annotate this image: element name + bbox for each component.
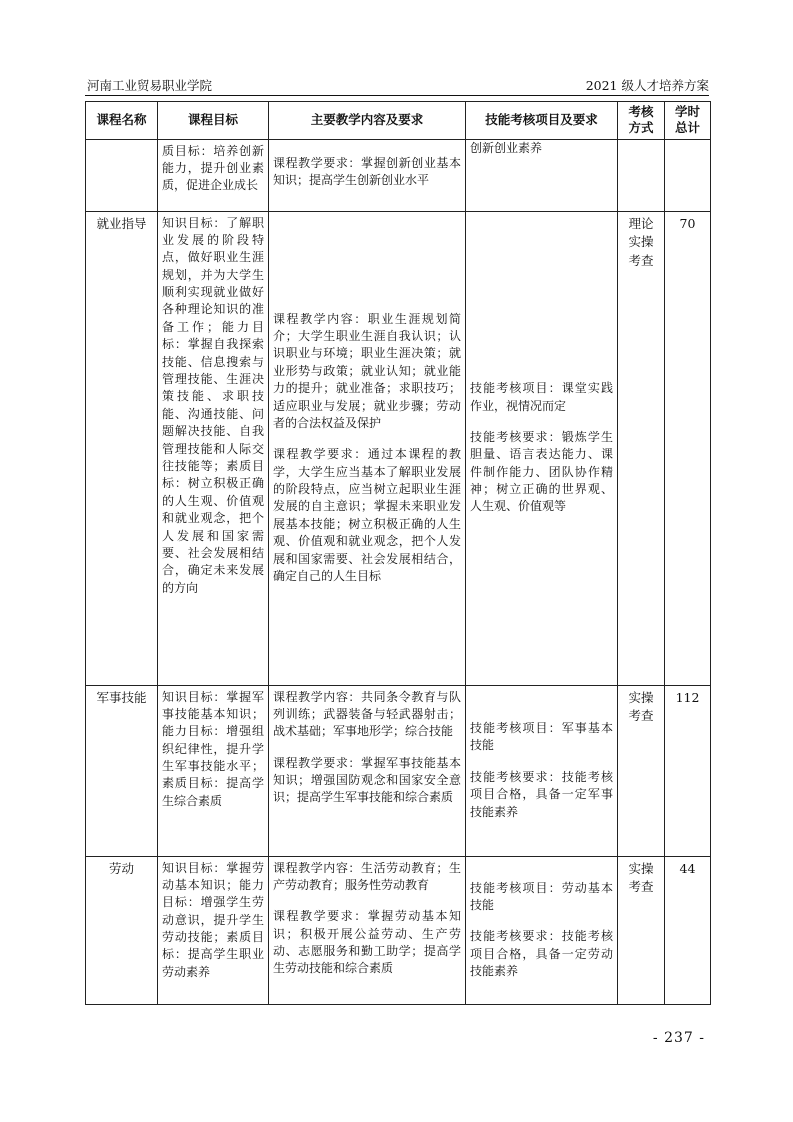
assessment-method-cell xyxy=(618,211,665,685)
total-hours-cell: 44 xyxy=(665,856,711,1004)
assessment-method-header-line2: 方式 xyxy=(628,120,654,136)
assessment-method-cell xyxy=(618,856,665,1004)
skill-item: 技能考核项目：劳动基本技能 xyxy=(470,880,613,912)
skill-requirement: 技能考核要求：锻炼学生胆量、语言表达能力、课件制作能力、团队协作精神；树立正确的世界观、人生观、价值观等 xyxy=(470,429,613,514)
teaching-requirement: 课程教学要求：通过本课程的教学，大学生应当基本了解职业发展的阶段特点，应当树立起职业生涯发展的自主意识；掌握未来职业发展基本技能；树立积极正确的人生观、价值观和就业观念，把个人发展和国家需要、社会发展相结合，确定自己的人生目标 xyxy=(273,447,461,584)
teaching-requirement: 课程教学要求：掌握创新创业基本知识；提高学生创新创业水平 xyxy=(273,155,461,187)
skill-item: 技能考核项目：课堂实践作业，视情况而定 xyxy=(470,381,613,413)
column-header-course-name: 课程名称 xyxy=(86,102,158,140)
skill-assessment-cell xyxy=(466,685,618,856)
content-spacer xyxy=(273,432,461,446)
content-spacer xyxy=(273,143,461,155)
course-goal-cell: 知识目标：掌握军事技能基本知识；能力目标：增强组织纪律性，提升学生军事技能水平；素质目标：提高学生综合素质 xyxy=(158,685,269,856)
course-goal-cell: 知识目标：掌握劳动基本知识；能力目标：增强学生劳动意识，提升学生劳动技能；素质目标：提高学生职业劳动素养 xyxy=(158,856,269,1004)
content-spacer xyxy=(273,741,461,755)
total-hours-header-line2: 总计 xyxy=(674,120,700,136)
teaching-content-cell xyxy=(269,139,466,211)
assessment-method-line2: 考查 xyxy=(628,708,654,724)
assessment-method-line2: 考查 xyxy=(628,879,654,895)
course-name-cell xyxy=(86,139,158,211)
table-header-row xyxy=(86,102,711,140)
skill-spacer xyxy=(470,755,613,769)
total-hours-header-line1: 学时 xyxy=(674,104,700,119)
skill-item: 创新创业素养 xyxy=(470,140,543,155)
curriculum-table xyxy=(85,101,711,1005)
skill-requirement: 技能考核要求：技能考核项目合格，具备一定军事技能素养 xyxy=(470,769,613,819)
column-header-teaching-content: 主要教学内容及要求 xyxy=(269,102,466,140)
course-name-cell: 劳动 xyxy=(86,856,158,1004)
column-header-course-goal: 课程目标 xyxy=(158,102,269,140)
course-goal-cell: 知识目标：了解职业发展的阶段特点，做好职业生涯规划，并为大学生顺利实现就业做好各种理论知识的准备工作；能力目标：掌握自我探索技能、信息搜索与管理技能、生涯决策技能、求职技能、沟通技能、问题解决技能、自我管理技能和人际交往技能等；素质目标：树立积极正确的人生观、价值观和就业观念，把个人发展和国家需要、社会发展相结合，确定未来发展的方向 xyxy=(158,211,269,685)
skill-spacer xyxy=(470,415,613,429)
skill-assessment-cell xyxy=(466,139,618,211)
teaching-content: 课程教学内容：职业生涯规划简介；大学生职业生涯自我认识；认识职业与环境；职业生涯决策；就业形势与政策；就业认知；就业能力的提升；就业准备；求职技巧；适应职业与发展；就业步骤；劳动者的合法权益及保护 xyxy=(273,311,461,430)
skill-item: 技能考核项目：军事基本技能 xyxy=(470,721,613,753)
skill-assessment-cell xyxy=(466,211,618,685)
skill-requirement: 技能考核要求：技能考核项目合格，具备一定劳动技能素养 xyxy=(470,929,613,979)
assessment-method-cell xyxy=(618,685,665,856)
column-header-assessment-method xyxy=(618,102,665,140)
course-name-cell: 就业指导 xyxy=(86,211,158,685)
content-spacer xyxy=(273,894,461,908)
column-header-skill-assessment: 技能考核项目及要求 xyxy=(466,102,618,140)
teaching-content-cell xyxy=(269,856,466,1004)
teaching-requirement: 课程教学要求：掌握军事技能基本知识；增强国防观念和国家安全意识；提高学生军事技能和综合素质 xyxy=(273,755,461,805)
assessment-method-line1: 实操 xyxy=(628,689,654,705)
header-school-name: 河南工业贸易职业学院 xyxy=(87,78,213,93)
assessment-method-line1: 实操 xyxy=(628,860,654,876)
table-row-military-skills xyxy=(86,685,711,856)
table-row-career-guidance xyxy=(86,211,711,685)
page-number: - 237 - xyxy=(652,1030,705,1046)
table-row-innovation-continued xyxy=(86,139,711,211)
skill-assessment-cell xyxy=(466,856,618,1004)
assessment-method-header-line1: 考核 xyxy=(628,104,654,119)
course-goal-cell: 质目标：培养创新能力，提升创业素质，促进企业成长 xyxy=(158,139,269,211)
teaching-requirement: 课程教学要求：掌握劳动基本知识；积极开展公益劳动、生产劳动、志愿服务和勤工助学；提高学生劳动技能和综合素质 xyxy=(273,909,461,976)
header-divider xyxy=(85,95,709,96)
column-header-total-hours xyxy=(665,102,711,140)
course-name-cell: 军事技能 xyxy=(86,685,158,856)
total-hours-cell xyxy=(665,139,711,211)
teaching-content-cell xyxy=(269,685,466,856)
total-hours-cell: 70 xyxy=(665,211,711,685)
teaching-content-cell xyxy=(269,211,466,685)
teaching-content: 课程教学内容：生活劳动教育；生产劳动教育；服务性劳动教育 xyxy=(273,860,461,892)
assessment-method-line3: 考查 xyxy=(628,253,654,268)
assessment-method-cell xyxy=(618,139,665,211)
table-row-labor xyxy=(86,856,711,1004)
assessment-method-line1: 理论 xyxy=(628,215,654,231)
teaching-content: 课程教学内容：共同条令教育与队列训练；武器装备与轻武器射击；战术基础；军事地形学；综合技能 xyxy=(273,689,461,739)
skill-spacer xyxy=(470,914,613,928)
header-document-title: 2021 级人才培养方案 xyxy=(585,78,709,93)
assessment-method-line2: 实操 xyxy=(628,234,654,250)
total-hours-cell: 112 xyxy=(665,685,711,856)
